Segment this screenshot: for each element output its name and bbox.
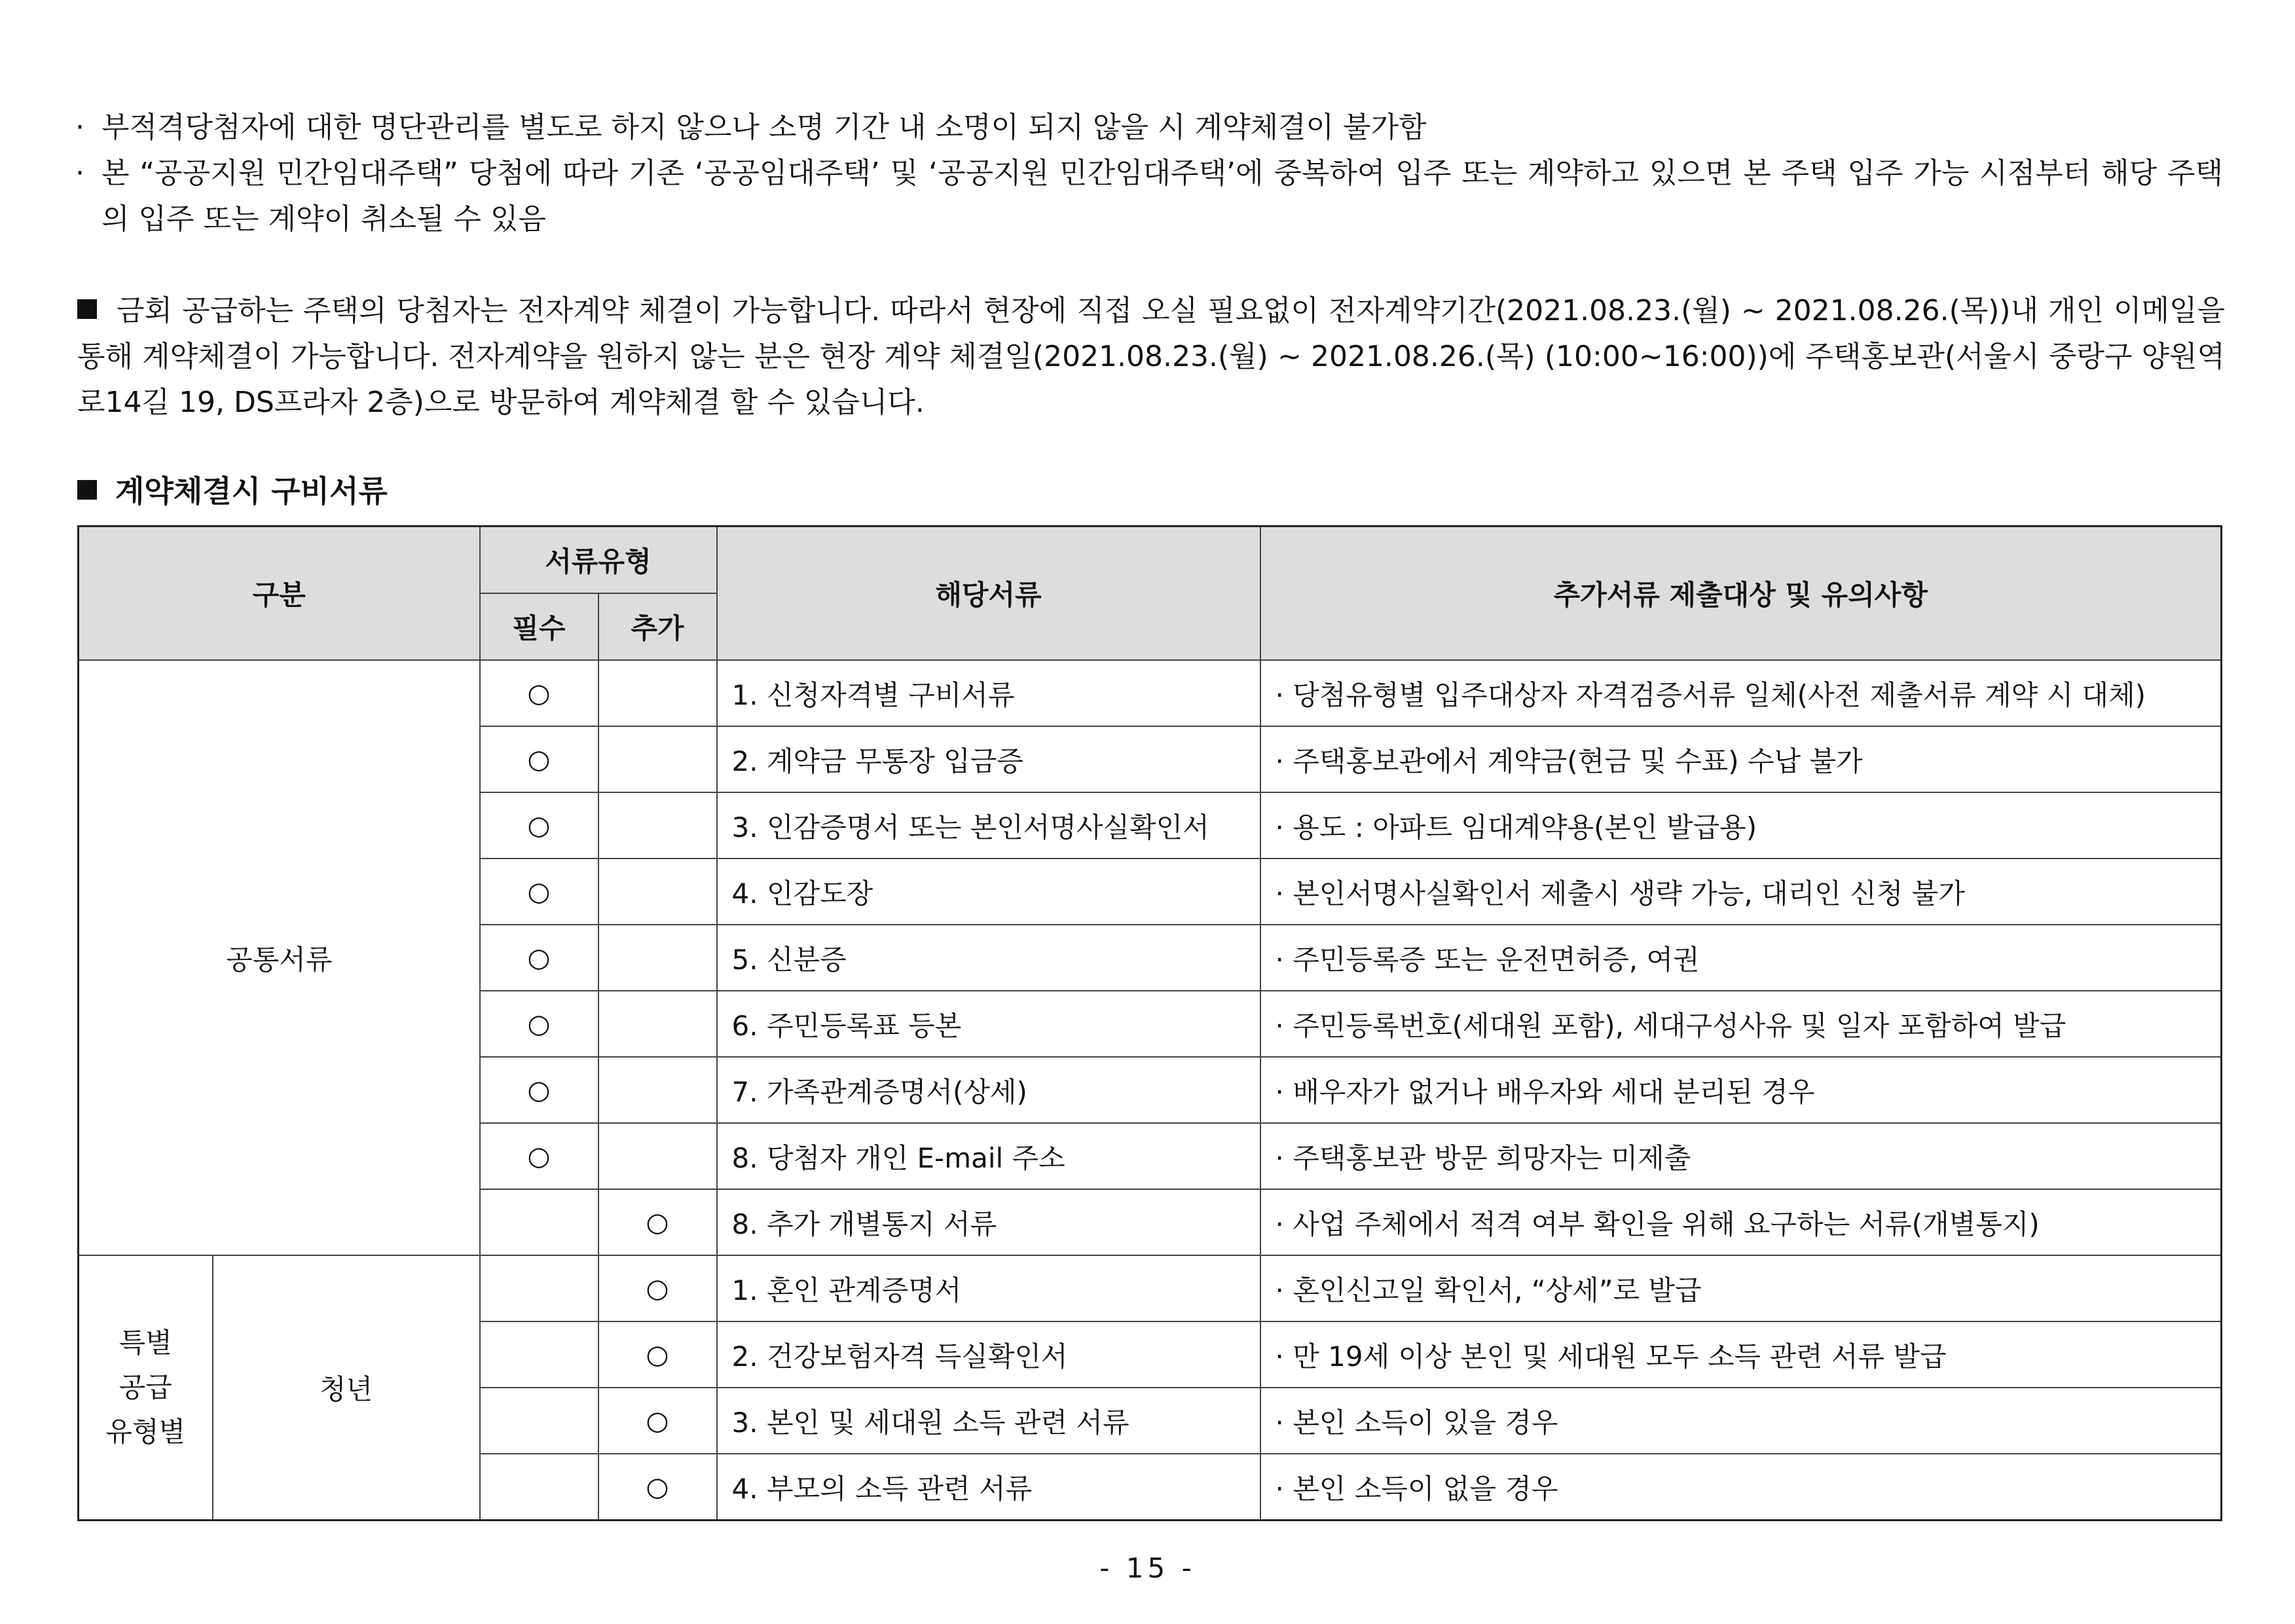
document-name: 6. 주민등록표 등본 — [717, 991, 1260, 1057]
bullet-marker: · — [75, 111, 84, 144]
bullet-item — [75, 105, 2223, 151]
header-required: 필수 — [480, 593, 598, 660]
header-doc-type: 서류유형 — [480, 526, 717, 594]
page-number: - 15 - — [1099, 1552, 1196, 1584]
additional-mark — [598, 1123, 717, 1189]
document-note: · 혼인신고일 확인서, “상세”로 발급 — [1260, 1255, 2222, 1321]
table-row — [79, 1255, 2222, 1321]
document-note: · 주택홍보관 방문 희망자는 미제출 — [1260, 1123, 2222, 1189]
required-mark: ○ — [480, 991, 598, 1057]
document-note: · 본인 소득이 있을 경우 — [1260, 1388, 2222, 1454]
header-document: 해당서류 — [717, 526, 1260, 661]
document-name: 3. 본인 및 세대원 소득 관련 서류 — [717, 1388, 1260, 1454]
document-note: · 당첨유형별 입주대상자 자격검증서류 일체(사전 제출서류 계약 시 대체) — [1260, 660, 2222, 726]
common-documents-label: 공통서류 — [79, 660, 480, 1255]
required-mark — [480, 1255, 598, 1321]
required-mark: ○ — [480, 1057, 598, 1123]
required-mark: ○ — [480, 858, 598, 925]
document-note: · 주민등록증 또는 운전면허증, 여권 — [1260, 925, 2222, 991]
bullet-marker: · — [75, 157, 84, 190]
additional-mark: ○ — [598, 1388, 717, 1454]
additional-mark: ○ — [598, 1454, 717, 1521]
required-mark: ○ — [480, 792, 598, 858]
additional-mark — [598, 991, 717, 1057]
additional-mark: ○ — [598, 1189, 717, 1255]
document-note: · 주민등록번호(세대원 포함), 세대구성사유 및 일자 포함하여 발급 — [1260, 991, 2222, 1057]
required-mark: ○ — [480, 925, 598, 991]
document-name: 3. 인감증명서 또는 본인서명사실확인서 — [717, 792, 1260, 858]
bullet-text: 부적격당첨자에 대한 명단관리를 별도로 하지 않으나 소명 기간 내 소명이 되지 않을 시 계약체결이 불가함 — [101, 111, 1427, 144]
electronic-contract-notice — [77, 288, 2225, 426]
document-name: 4. 인감도장 — [717, 858, 1260, 925]
section-title — [77, 468, 388, 514]
document-name: 1. 혼인 관계증명서 — [717, 1255, 1260, 1321]
bullet-text: 본 “공공지원 민간임대주택” 당첨에 따라 기존 ‘공공임대주택’ 및 ‘공공지원 민간임대주택’에 중복하여 입주 또는 계약하고 있으면 본 주택 입주 가능 시점부터 해당 주택의 입주 또는 계약이 취소될 수 있음 — [101, 157, 2223, 236]
document-name: 2. 건강보험자격 득실확인서 — [717, 1321, 1260, 1388]
youth-label: 청년 — [213, 1255, 480, 1521]
special-label-line: 유형별 — [105, 1416, 186, 1448]
document-note: · 본인 소득이 없을 경우 — [1260, 1454, 2222, 1521]
additional-mark — [598, 1057, 717, 1123]
header-additional: 추가 — [598, 593, 717, 660]
contract-notice-text: 금회 공급하는 주택의 당첨자는 전자계약 체결이 가능합니다. 따라서 현장에 직접 오실 필요없이 전자계약기간(2021.08.23.(월) ~ 2021.08.26.(목))내 개인 이메일을 통해 계약체결이 가능합니다. 전자계약을 원하지 않는 분은 현장 계약 체결일(2021.08.23.(월) ~ 2021.08.26.(목) (10:00~16:00))에 주택홍보관(서울시 중랑구 양원역로14길 19, DS프라자 2층)으로 방문하여 계약체결 할 수 있습니다. — [77, 294, 2225, 419]
additional-mark — [598, 925, 717, 991]
document-note: · 만 19세 이상 본인 및 세대원 모두 소득 관련 서류 발급 — [1260, 1321, 2222, 1388]
required-mark: ○ — [480, 726, 598, 792]
document-name: 8. 추가 개별통지 서류 — [717, 1189, 1260, 1255]
document-note: · 용도 : 아파트 임대계약용(본인 발급용) — [1260, 792, 2222, 858]
document-name: 8. 당첨자 개인 E-mail 주소 — [717, 1123, 1260, 1189]
additional-mark: ○ — [598, 1321, 717, 1388]
document-note: · 배우자가 없거나 배우자와 세대 분리된 경우 — [1260, 1057, 2222, 1123]
required-mark — [480, 1454, 598, 1521]
section-title-text: 계약체결시 구비서류 — [115, 473, 388, 509]
document-note: · 본인서명사실확인서 제출시 생략 가능, 대리인 신청 불가 — [1260, 858, 2222, 925]
notice-bullet-list — [75, 105, 2223, 242]
special-supply-label — [79, 1255, 213, 1521]
document-name: 7. 가족관계증명서(상세) — [717, 1057, 1260, 1123]
additional-mark — [598, 792, 717, 858]
additional-mark: ○ — [598, 1255, 717, 1321]
required-mark: ○ — [480, 1123, 598, 1189]
document-name: 1. 신청자격별 구비서류 — [717, 660, 1260, 726]
header-category: 구분 — [79, 526, 480, 661]
required-mark — [480, 1189, 598, 1255]
special-label-line: 공급 — [119, 1371, 172, 1403]
additional-mark — [598, 660, 717, 726]
square-bullet-icon — [77, 480, 97, 500]
required-documents-table — [77, 525, 2222, 1521]
document-note: · 사업 주체에서 적격 여부 확인을 위해 요구하는 서류(개별통지) — [1260, 1189, 2222, 1255]
required-mark — [480, 1388, 598, 1454]
document-name: 5. 신분증 — [717, 925, 1260, 991]
document-name: 2. 계약금 무통장 입금증 — [717, 726, 1260, 792]
square-bullet-icon — [77, 299, 97, 319]
special-label-line: 특별 — [119, 1327, 172, 1359]
additional-mark — [598, 726, 717, 792]
bullet-item — [75, 151, 2223, 242]
additional-mark — [598, 858, 717, 925]
required-mark — [480, 1321, 598, 1388]
document-name: 4. 부모의 소득 관련 서류 — [717, 1454, 1260, 1521]
table-row — [79, 660, 2222, 726]
required-mark: ○ — [480, 660, 598, 726]
document-note: · 주택홍보관에서 계약금(현금 및 수표) 수납 불가 — [1260, 726, 2222, 792]
header-notes: 추가서류 제출대상 및 유의사항 — [1260, 526, 2222, 661]
